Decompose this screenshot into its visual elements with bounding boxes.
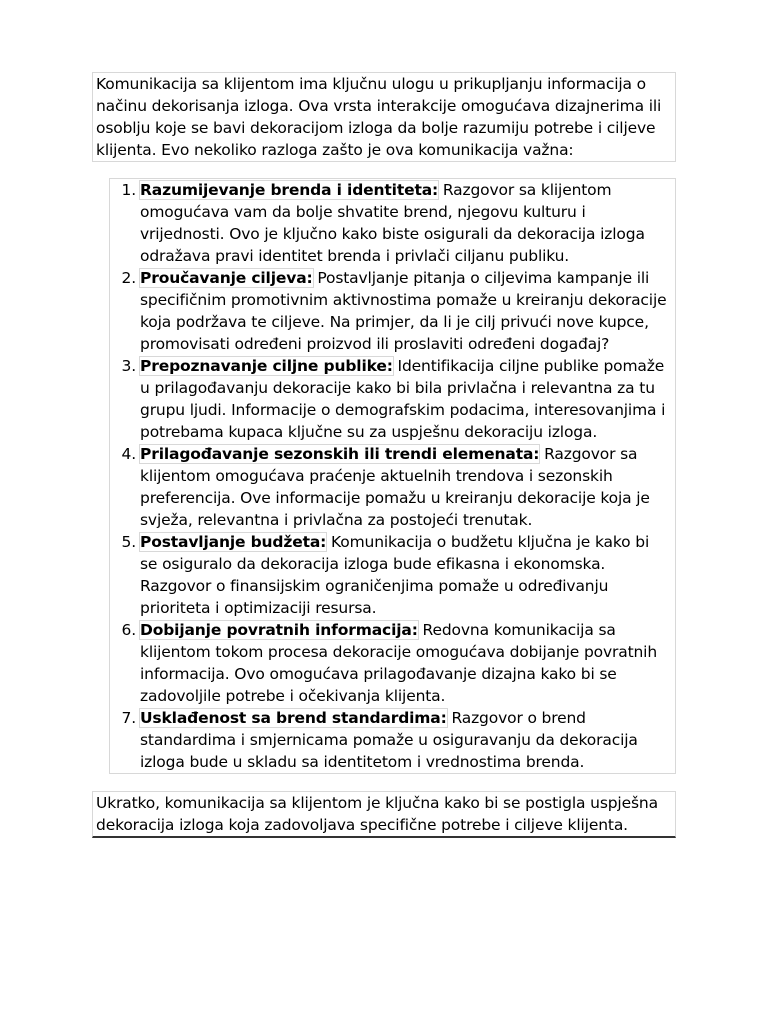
list-item-term: Razumijevanje brenda i identiteta: bbox=[140, 181, 439, 199]
list-item-number: 2. bbox=[121, 269, 136, 287]
list-item-text: Identifikacija ciljne publike pomaže u prilagođavanju dekoracije kako bi bila privlačna i relevantna za tu grupu ljudi. Informacije o demografskim podacima, interesovanjima i potrebama kupaca ključne su za uspješnu dekoraciju izloga. bbox=[140, 357, 666, 441]
list-item bbox=[110, 531, 671, 619]
list-item bbox=[110, 619, 671, 707]
list-item bbox=[110, 443, 671, 531]
list-item-number: 4. bbox=[121, 445, 136, 463]
summary-text: Ukratko, komunikacija sa klijentom je ključna kako bi se postigla uspješna dekoracija izloga koja zadovoljava specifične potrebe i ciljeve klijenta. bbox=[96, 794, 658, 834]
intro-text: Komunikacija sa klijentom ima ključnu ulogu u prikupljanju informacija o načinu dekorisanja izloga. Ova vrsta interakcije omogućava dizajnerima ili osoblju koje se bavi dekoracijom izloga da bolje razumiju potrebe i ciljeve klijenta. Evo nekoliko razloga zašto je ova komunikacija važna: bbox=[96, 75, 662, 159]
list-item-term: Postavljanje budžeta: bbox=[140, 533, 327, 551]
list-item-number: 5. bbox=[121, 533, 136, 551]
list-item bbox=[110, 179, 671, 267]
list-item-text: Razgovor sa klijentom omogućava vam da bolje shvatite brend, njegovu kulturu i vrijednosti. Ovo je ključno kako biste osigurali da dekoracija izloga odražava pravi identitet brenda i privlači ciljanu publiku. bbox=[140, 181, 645, 265]
list-item-text: Razgovor sa klijentom omogućava praćenje aktuelnih trendova i sezonskih preferencija. Ove informacije pomažu u kreiranju dekoracije koja je svježa, relevantna i privlačna za postojeći trenutak. bbox=[140, 445, 650, 529]
list-item-text: Postavljanje pitanja o ciljevima kampanje ili specifičnim promotivnim aktivnostima pomaže u kreiranju dekoracije koja podržava te ciljeve. Na primjer, da li je cilj privući nove kupce, promovisati određeni proizvod ili proslaviti određeni događaj? bbox=[140, 269, 667, 353]
intro-paragraph bbox=[92, 72, 676, 162]
list-item-number: 6. bbox=[121, 621, 136, 639]
list-item-number: 1. bbox=[121, 181, 136, 199]
reasons-list bbox=[110, 179, 671, 773]
list-item-number: 7. bbox=[121, 709, 136, 727]
list-item-term: Usklađenost sa brend standardima: bbox=[140, 709, 447, 727]
list-item bbox=[110, 707, 671, 773]
list-item-term: Dobijanje povratnih informacija: bbox=[140, 621, 418, 639]
summary-paragraph bbox=[92, 791, 676, 838]
list-item-term: Proučavanje ciljeva: bbox=[140, 269, 313, 287]
list-item-text: Redovna komunikacija sa klijentom tokom procesa dekoracije omogućava dobijanje povratnih informacija. Ovo omogućava prilagođavanje dizajna kako bi se zadovoljile potrebe i očekivanja klijenta. bbox=[140, 621, 658, 705]
list-item bbox=[110, 355, 671, 443]
list-item-term: Prilagođavanje sezonskih ili trendi elemenata: bbox=[140, 445, 540, 463]
list-item-text: Razgovor o brend standardima i smjernicama pomaže u osiguravanju da dekoracija izloga bude u skladu sa identitetom i vrednostima brenda. bbox=[140, 709, 638, 771]
list-item-term: Prepoznavanje ciljne publike: bbox=[140, 357, 393, 375]
list-item-text: Komunikacija o budžetu ključna je kako bi se osiguralo da dekoracija izloga bude efikasna i ekonomska. Razgovor o finansijskim ograničenjima pomaže u određivanju prioriteta i optimizaciji resursa. bbox=[140, 533, 650, 617]
list-item bbox=[110, 267, 671, 355]
list-item-number: 3. bbox=[121, 357, 136, 375]
reasons-list-block bbox=[109, 178, 676, 774]
